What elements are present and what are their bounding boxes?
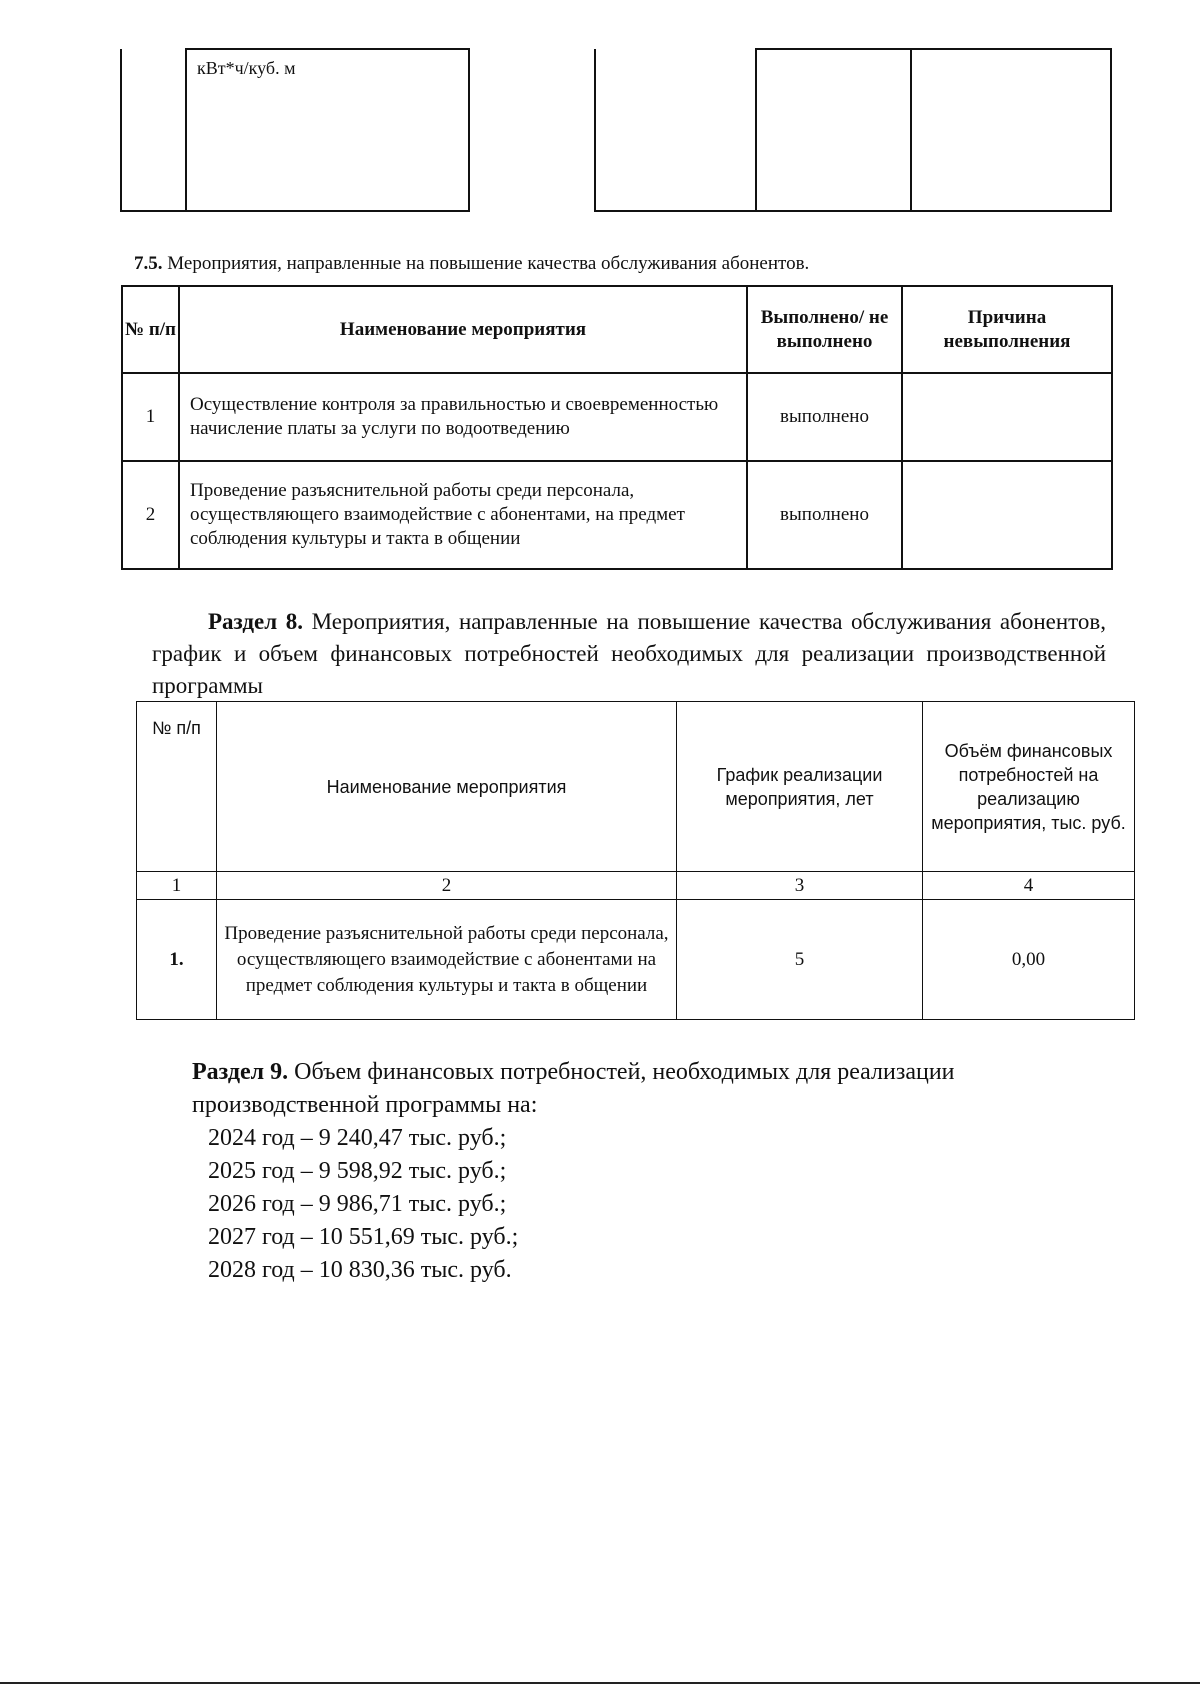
- row-name: Осуществление контроля за правильностью и своевременностью начисление платы за услуги по водоотведению: [179, 373, 747, 461]
- section-8-text: Мероприятия, направленные на повышение качества обслуживания абонентов, график и объем финансовых потребностей необходимых для реализации производственной программы: [152, 609, 1107, 698]
- header-num: № п/п: [137, 702, 217, 872]
- section-9-heading: [136, 1056, 1106, 1122]
- header-name: Наименование мероприятия: [179, 286, 747, 373]
- row-reason: [902, 461, 1112, 569]
- header-status: Выполнено/ не выполнено: [747, 286, 902, 373]
- year-item: 2026 год – 9 986,71 тыс. руб.;: [208, 1191, 507, 1217]
- year-item: 2024 год – 9 240,47 тыс. руб.;: [208, 1125, 507, 1151]
- header-volume: Объём финансовых потребностей на реализацию мероприятия, тыс. руб.: [923, 702, 1135, 872]
- header-reason: Причина невыполнения: [902, 286, 1112, 373]
- fragment-cell: [121, 49, 186, 211]
- table-row: [137, 900, 1135, 1020]
- row-num: 2: [122, 461, 179, 569]
- header-schedule: График реализации мероприятия, лет: [677, 702, 923, 872]
- previous-table-fragment: [120, 48, 1112, 212]
- row-status: выполнено: [747, 461, 902, 569]
- section-8-heading: [152, 606, 1106, 702]
- row-name: Проведение разъяснительной работы среди персонала, осуществляющего взаимодействие с абонентами, на предмет соблюдения культуры и такта в общении: [179, 461, 747, 569]
- section-7-5-heading: [134, 253, 809, 275]
- fragment-cell: [595, 49, 756, 211]
- fragment-cell: [469, 49, 595, 211]
- row-num: 1: [122, 373, 179, 461]
- section-9-text: Объем финансовых потребностей, необходимых для реализации производственной программы на:: [192, 1059, 955, 1118]
- fragment-unit-cell: [186, 49, 469, 211]
- unit-label: кВт*ч/куб. м: [197, 58, 296, 78]
- year-item: 2028 год – 10 830,36 тыс. руб.: [208, 1257, 512, 1283]
- year-item: 2025 год – 9 598,92 тыс. руб.;: [208, 1158, 507, 1184]
- fragment-cell: [911, 49, 1111, 211]
- table-row: [122, 373, 1112, 461]
- section-7-5-number: 7.5.: [134, 253, 163, 274]
- header-name: Наименование мероприятия: [217, 702, 677, 872]
- index-cell: 1: [137, 872, 217, 900]
- table-row: [122, 461, 1112, 569]
- section-7-5-title: Мероприятия, направленные на повышение качества обслуживания абонентов.: [167, 253, 810, 274]
- row-num: 1.: [137, 900, 217, 1020]
- index-row: [137, 872, 1135, 900]
- row-status: выполнено: [747, 373, 902, 461]
- year-list: [136, 1122, 1106, 1287]
- section-8-label: Раздел 8.: [208, 609, 303, 634]
- row-volume: 0,00: [923, 900, 1135, 1020]
- table-7-5: [121, 285, 1113, 570]
- index-cell: 3: [677, 872, 923, 900]
- row-schedule: 5: [677, 900, 923, 1020]
- year-item: 2027 год – 10 551,69 тыс. руб.;: [208, 1224, 519, 1250]
- section-9-label: Раздел 9.: [192, 1059, 289, 1085]
- row-reason: [902, 373, 1112, 461]
- table-8: [136, 701, 1135, 1020]
- header-num: № п/п: [122, 286, 179, 373]
- section-9: [136, 1056, 1106, 1287]
- fragment-cell: [756, 49, 911, 211]
- index-cell: 2: [217, 872, 677, 900]
- bottom-divider: [0, 1682, 1200, 1684]
- index-cell: 4: [923, 872, 1135, 900]
- row-name: Проведение разъяснительной работы среди персонала, осуществляющего взаимодействие с абонентами на предмет соблюдения культуры и такта в общении: [217, 900, 677, 1020]
